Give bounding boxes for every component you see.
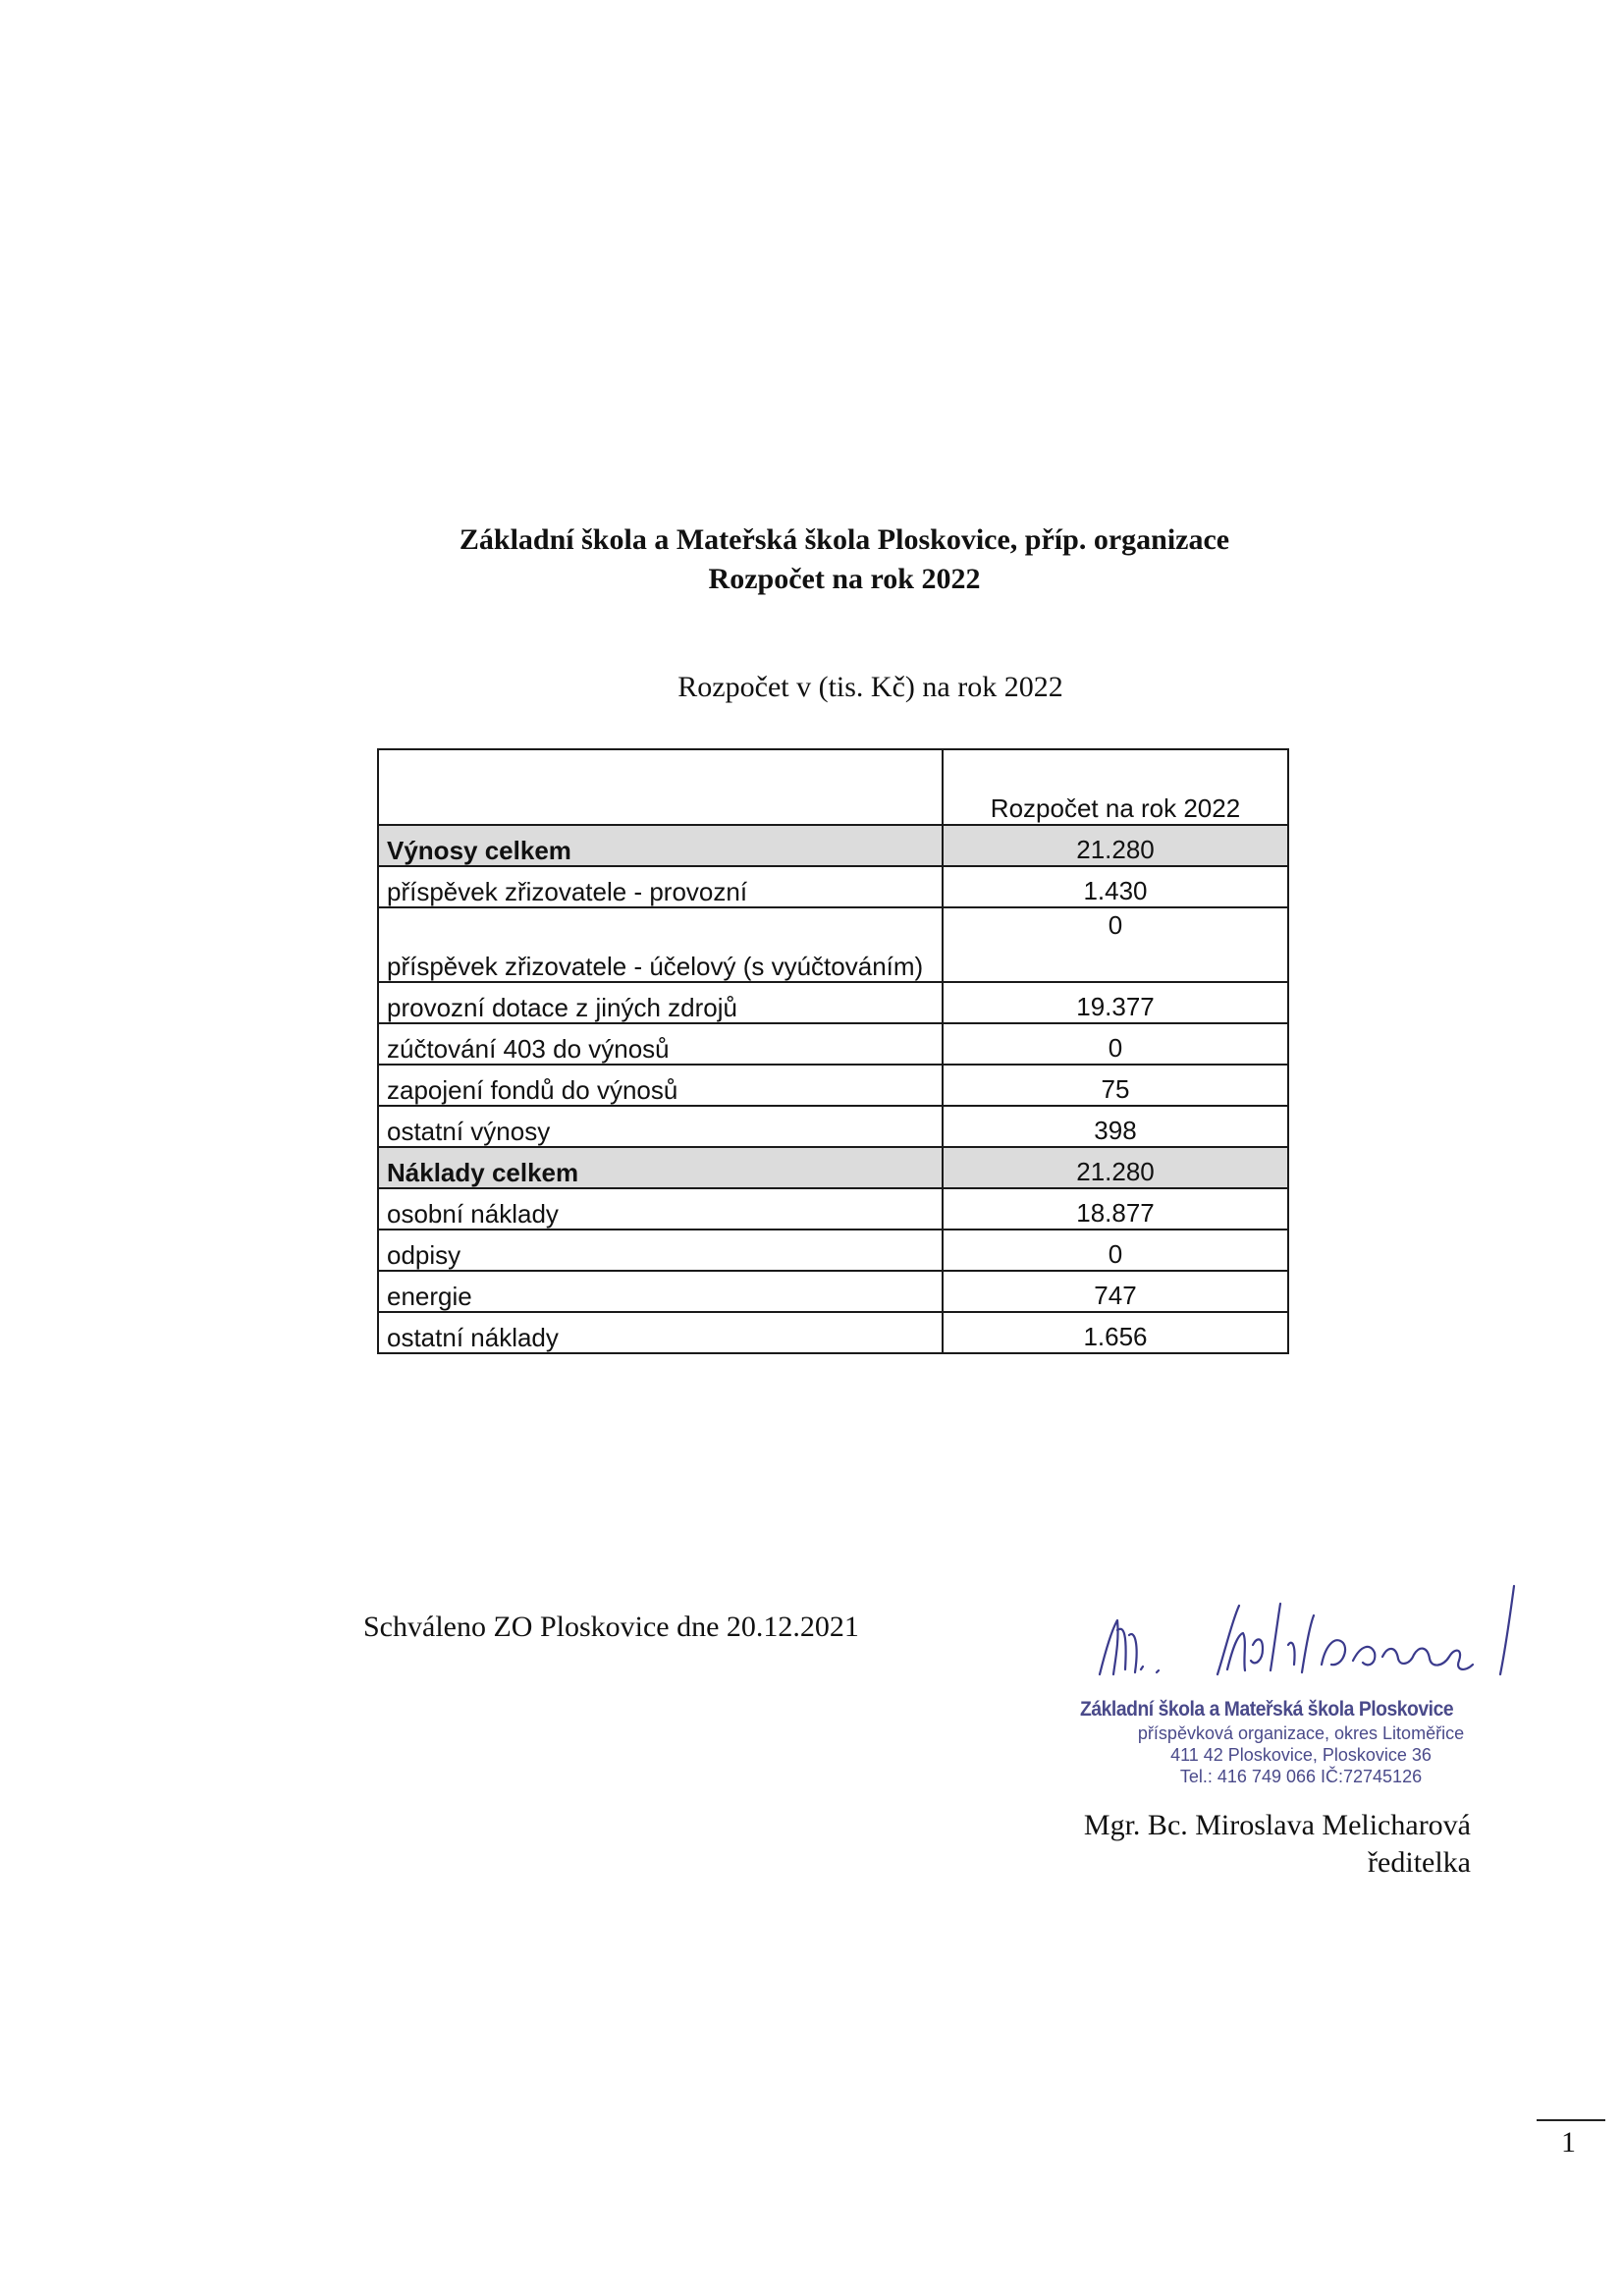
row-label: ostatní náklady (378, 1312, 943, 1353)
stamp-line-3: Tel.: 416 749 066 IČ:72745126 (1179, 1767, 1423, 1786)
header-label-cell (378, 749, 943, 825)
row-value: 1.430 (943, 866, 1288, 907)
table-row (378, 1271, 1288, 1312)
row-value: 398 (943, 1106, 1288, 1147)
table-row (378, 866, 1288, 907)
approval-note: Schváleno ZO Ploskovice dne 20.12.2021 (363, 1611, 859, 1643)
signatory-block (1041, 1807, 1471, 1882)
table-caption: Rozpočet v (tis. Kč) na rok 2022 (677, 671, 1063, 703)
table-row (378, 982, 1288, 1023)
row-label: příspěvek zřizovatele - provozní (378, 866, 943, 907)
stamp-line-1: příspěvková organizace, okres Litoměřice (1137, 1723, 1465, 1743)
budget-table (377, 748, 1289, 1354)
row-value: 21.280 (943, 825, 1288, 866)
row-label: Náklady celkem (378, 1147, 943, 1188)
table-row (378, 1023, 1288, 1065)
row-value: 0 (943, 1023, 1288, 1065)
row-value: 19.377 (943, 982, 1288, 1023)
title-line-2: Rozpočet na rok 2022 (708, 563, 981, 595)
table-row-revenue-total (378, 825, 1288, 866)
table-row (378, 1065, 1288, 1106)
stamp-school-name: Základní škola a Mateřská škola Ploskovice (1080, 1698, 1454, 1721)
row-label: provozní dotace z jiných zdrojů (378, 982, 943, 1023)
page-number: 1 (1561, 2126, 1576, 2159)
row-label: ostatní výnosy (378, 1106, 943, 1147)
table-header-row (378, 749, 1288, 825)
signatory-role: ředitelka (1368, 1846, 1471, 1879)
header-value-cell: Rozpočet na rok 2022 (943, 749, 1288, 825)
table-row-expense-total (378, 1147, 1288, 1188)
row-label: osobní náklady (378, 1188, 943, 1230)
document-title (0, 520, 1623, 599)
row-value: 18.877 (943, 1188, 1288, 1230)
row-label: zapojení fondů do výnosů (378, 1065, 943, 1106)
row-value: 747 (943, 1271, 1288, 1312)
row-label: zúčtování 403 do výnosů (378, 1023, 943, 1065)
row-label: příspěvek zřizovatele - účelový (s vyúčtováním) (378, 907, 943, 982)
row-label: Výnosy celkem (378, 825, 943, 866)
table-row (378, 907, 1288, 982)
table-row (378, 1106, 1288, 1147)
row-value: 0 (943, 1230, 1288, 1271)
row-label: energie (378, 1271, 943, 1312)
handwritten-signature (1070, 1576, 1561, 1694)
row-value: 75 (943, 1065, 1288, 1106)
page-number-rule (1537, 2119, 1605, 2121)
table-row (378, 1312, 1288, 1353)
table-row (378, 1230, 1288, 1271)
official-stamp (1080, 1697, 1542, 1787)
stamp-line-2: 411 42 Ploskovice, Ploskovice 36 (1170, 1745, 1432, 1765)
row-value: 0 (943, 907, 1288, 982)
title-line-1: Základní škola a Mateřská škola Ploskovice, příp. organizace (459, 523, 1230, 556)
table-row (378, 1188, 1288, 1230)
row-label: odpisy (378, 1230, 943, 1271)
signatory-name: Mgr. Bc. Miroslava Melicharová (1083, 1809, 1471, 1841)
row-value: 21.280 (943, 1147, 1288, 1188)
row-value: 1.656 (943, 1312, 1288, 1353)
